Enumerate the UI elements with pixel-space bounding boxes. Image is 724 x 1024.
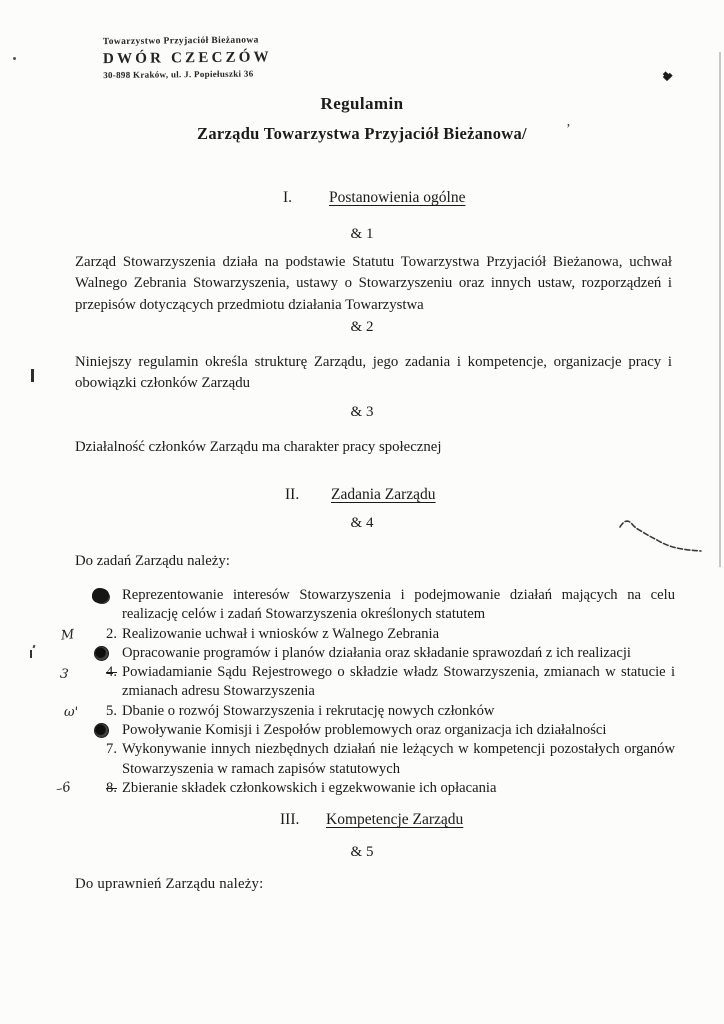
clause-5-label: & 5 — [350, 844, 374, 860]
stray-apostrophe-mark: ’ — [566, 122, 571, 137]
section-2-title: Zadania Zarządu — [331, 486, 436, 503]
list-item-text: Zbieranie składek członkowskich i egzekwowanie ich opłacania — [122, 779, 497, 796]
clause-1-label: & 1 — [350, 226, 374, 242]
ink-blot-icon — [92, 588, 109, 603]
list-item-text: Opracowanie programów i planów działania oraz składanie sprawozdań z ich realizacji — [122, 644, 631, 661]
handwritten-tick-left-margin — [31, 369, 34, 382]
clause-3-label: & 3 — [350, 404, 374, 420]
list-item — [75, 721, 675, 740]
clause-4-label: & 4 — [350, 515, 374, 531]
list-item-text: Dbanie o rozwój Stowarzyszenia i rekrutację nowych członków — [122, 702, 495, 719]
list-item-number: 8. — [106, 779, 117, 796]
handwritten-annotation: ω' — [64, 704, 79, 720]
section-1-heading — [283, 189, 465, 207]
list-item-number: 5. — [106, 702, 117, 719]
tasks-list — [54, 586, 675, 798]
list-item-text: Wykonywanie innych niezbędnych działań nie leżących w kompetencji pozostałych organów Stowarzyszenia w ramach zapisów statutowych — [122, 741, 675, 777]
list-item-number: 7. — [106, 741, 117, 758]
clause-2-label: & 2 — [350, 319, 374, 335]
handwritten-annotation: 3 — [59, 666, 70, 683]
section-2-numeral: II. — [285, 486, 300, 503]
list-item-text: Powiadamianie Sądu Rejestrowego o składzie władz Stowarzyszenia, zmianach w statucie i zmianach adresu Stowarzyszenia — [122, 664, 675, 700]
list-item-text: Powoływanie Komisji i Zespołów problemowych oraz organizacja ich działalności — [122, 722, 607, 739]
ink-blot-circled-icon — [94, 723, 109, 738]
list-item — [75, 644, 675, 663]
clause-1-text: Zarząd Stowarzyszenia działa na podstawie Statutu Towarzystwa Przyjaciół Bieżanowa, uchwał Walnego Zebrania Stowarzyszenia, ustawy o Stowarzyszeniu oraz innych ustaw, rozporządzeń i przepisów dotyczących przedmiotu działania Towarzystwa — [75, 254, 672, 313]
tasks-intro: Do zadań Zarządu należy: — [75, 553, 230, 569]
document-title: Regulamin — [320, 94, 404, 113]
section-3-numeral: III. — [280, 811, 300, 828]
section-1-numeral: I. — [283, 189, 293, 206]
list-item-number: 4. — [106, 664, 117, 681]
list-item — [54, 779, 675, 798]
clause-3-text: Działalność członków Zarządu ma charakter pracy społecznej — [75, 439, 442, 455]
section-3-title: Kompetencje Zarządu — [326, 811, 464, 828]
list-item — [75, 740, 675, 779]
stamp-address-line: 30-898 Kraków, ul. J. Popiełuszki 36 — [103, 68, 254, 80]
section-2-heading — [285, 486, 436, 504]
document-subtitle: Zarządu Towarzystwa Przyjaciół Bieżanowa/ — [197, 124, 527, 143]
handwritten-mark-top-right — [663, 73, 671, 81]
list-item — [59, 663, 675, 702]
ink-blot-circled-icon — [94, 646, 109, 661]
organization-stamp — [103, 35, 313, 81]
stamp-org-line: Towarzystwo Przyjaciół Bieżanowa — [102, 35, 259, 48]
list-item — [64, 702, 675, 721]
scan-speck — [13, 57, 16, 60]
handwritten-annotation: M — [60, 626, 76, 644]
list-item — [75, 586, 675, 625]
clause-2-text: Niniejszy regulamin określa strukturę Zarządu, jego zadania i kompetencje, organizacje pracy i obowiązki członków Zarządu — [75, 354, 672, 392]
handwritten-mark-left-margin — [30, 650, 32, 658]
list-item-text: Reprezentowanie interesów Stowarzyszenia i podejmowanie działań mających na celu realizację celów i zadań Stowarzyszenia określonych statutem — [122, 587, 675, 623]
section-3-heading — [280, 811, 463, 829]
section-1-title: Postanowienia ogólne — [329, 189, 466, 206]
stamp-name-line: DWÓR CZECZÓW — [102, 49, 272, 67]
handwritten-annotation: –6 — [54, 779, 72, 798]
list-item-number: 2. — [106, 625, 117, 642]
list-item — [60, 625, 675, 644]
list-item-text: Realizowanie uchwał i wniosków z Walnego Zebrania — [122, 625, 440, 642]
competences-intro: Do uprawnień Zarządu należy: — [75, 876, 264, 892]
